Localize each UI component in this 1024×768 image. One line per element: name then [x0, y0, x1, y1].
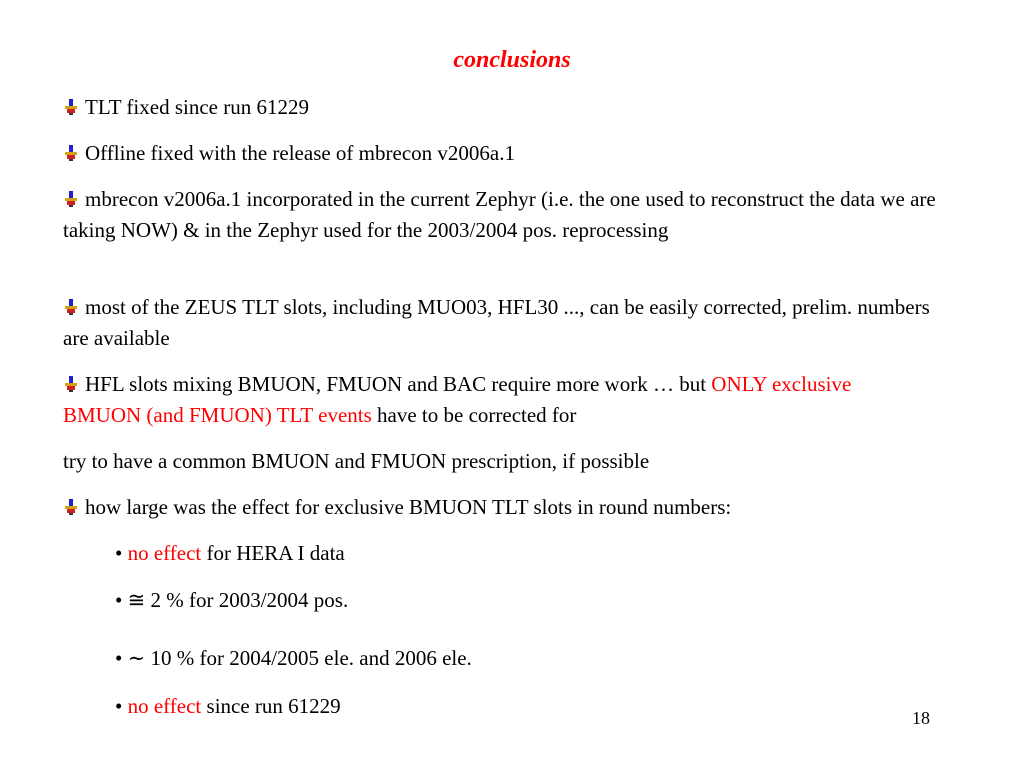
pen-bullet-icon	[63, 299, 79, 315]
highlight-text: ONLY exclusive BMUON (and FMUON) TLT events	[63, 372, 852, 427]
sub-bullet-marker: •	[115, 646, 123, 670]
highlight-text: no effect	[127, 541, 202, 565]
bullet-item	[63, 292, 953, 354]
plain-line: try to have a common BMUON and FMUON prescription, if possible	[63, 449, 650, 473]
sub-item-text: for HERA I data	[201, 541, 345, 565]
bullet-item	[63, 492, 963, 523]
sub-item	[115, 643, 472, 674]
highlight-text: no effect	[127, 694, 202, 718]
pen-bullet-icon	[63, 376, 79, 392]
pen-bullet-icon	[63, 99, 79, 115]
bullet-text: how large was the effect for exclusive BMUON TLT slots in round numbers:	[85, 495, 732, 519]
bullet-text: have to be corrected for	[371, 403, 577, 427]
tilde-symbol: ∼	[127, 646, 146, 670]
pen-bullet-icon	[63, 499, 79, 515]
bullet-item	[63, 184, 953, 246]
sub-item-text: 10 % for 2004/2005 ele. and 2006 ele.	[145, 646, 472, 670]
pen-bullet-icon	[63, 145, 79, 161]
bullet-text: HFL slots mixing BMUON, FMUON and BAC require more work … but	[85, 372, 712, 396]
sub-item	[115, 585, 348, 616]
bullet-text: Offline fixed with the release of mbrecon v2006a.1	[85, 141, 515, 165]
bullet-text: most of the ZEUS TLT slots, including MUO03, HFL30 ..., can be easily corrected, prelim. numbers are available	[63, 295, 930, 350]
bullet-item	[63, 138, 963, 169]
sub-bullet-marker: •	[115, 588, 123, 612]
bullet-item	[63, 92, 963, 123]
slide-title: conclusions	[453, 47, 571, 73]
pen-bullet-icon	[63, 191, 79, 207]
sub-item-text: since run 61229	[201, 694, 341, 718]
sub-item	[115, 538, 345, 569]
bullet-item	[63, 369, 933, 431]
approx-equal-symbol: ≅	[127, 588, 146, 612]
bullet-text: mbrecon v2006a.1 incorporated in the current Zephyr (i.e. the one used to reconstruct the data we are taking NOW) & in the Zephyr used for the 2003/2004 pos. reprocessing	[63, 187, 936, 242]
bullet-text: TLT fixed since run 61229	[85, 95, 309, 119]
sub-item	[115, 691, 341, 722]
sub-bullet-marker: •	[115, 694, 123, 718]
sub-item-text: 2 % for 2003/2004 pos.	[145, 588, 349, 612]
sub-bullet-marker: •	[115, 541, 123, 565]
page-number: 18	[912, 708, 930, 728]
